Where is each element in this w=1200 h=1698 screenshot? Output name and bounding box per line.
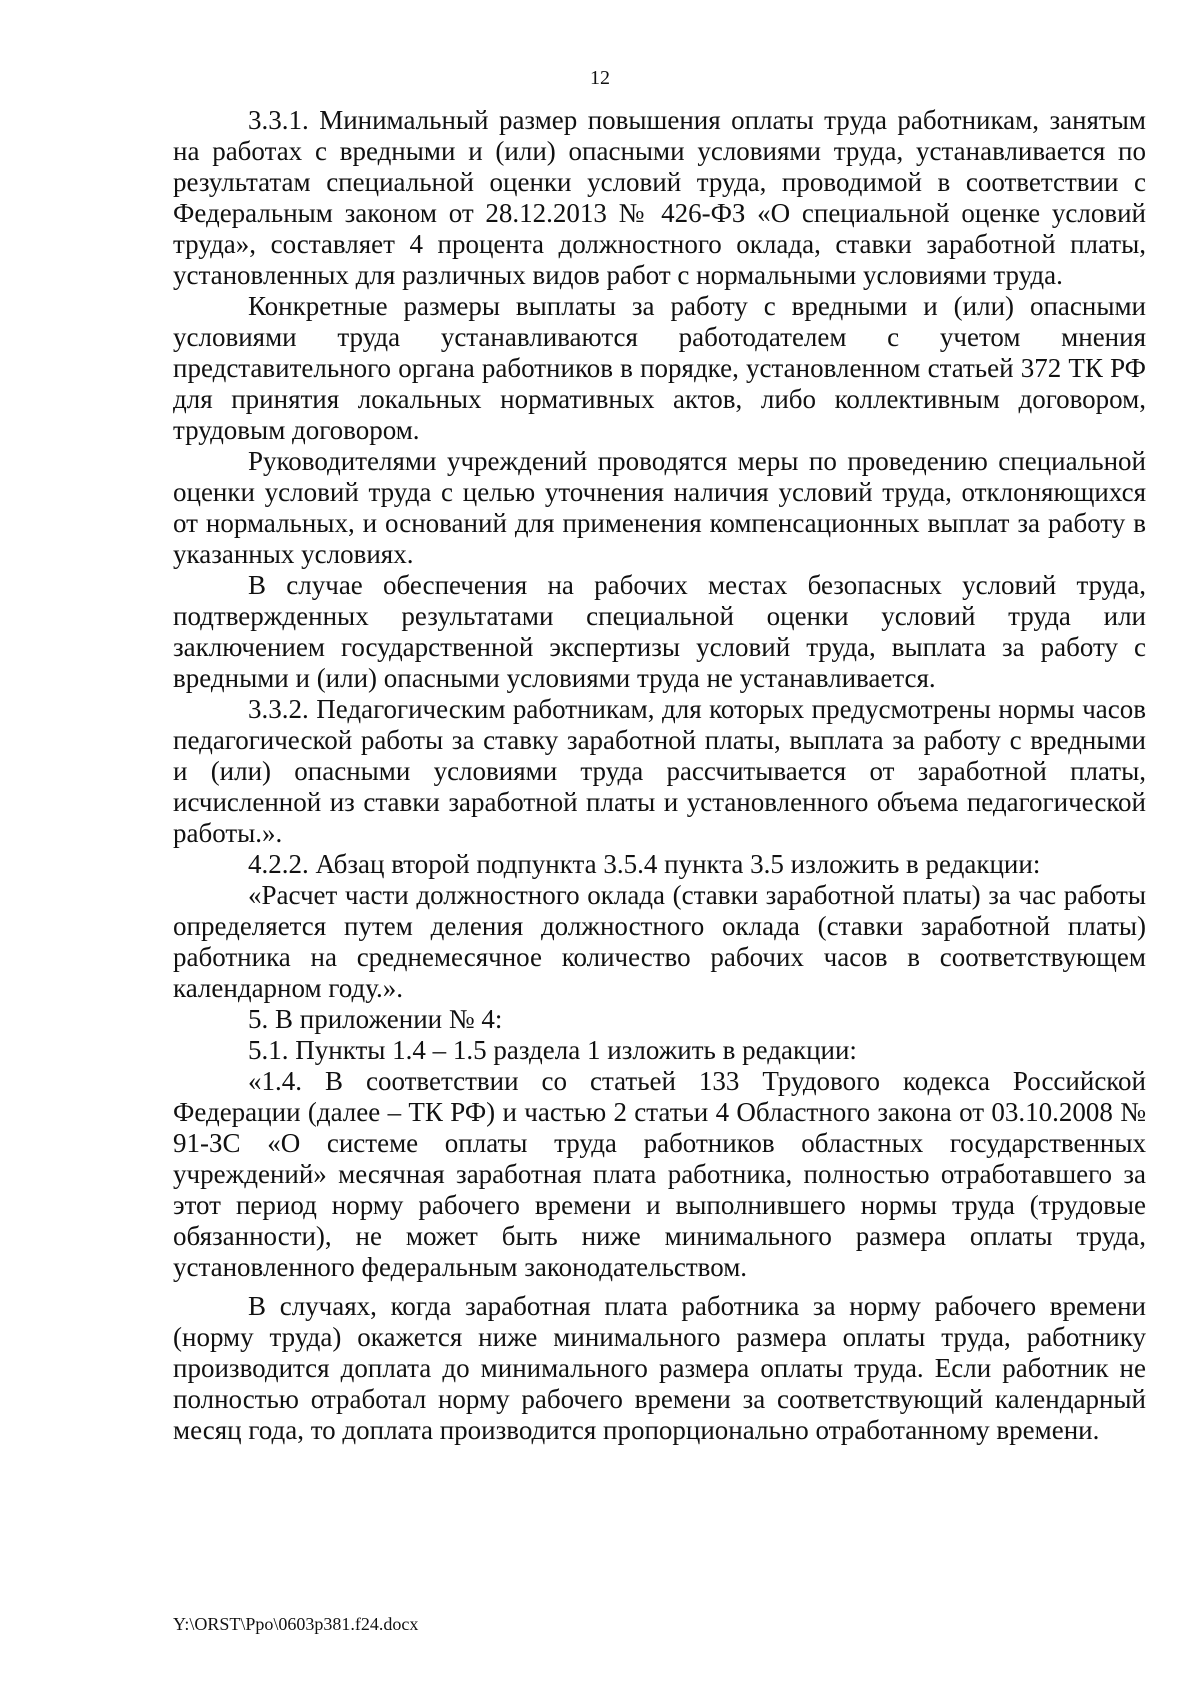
paragraph-appendix-4: 5. В приложении № 4: bbox=[248, 1004, 503, 1034]
paragraph-5-1: 5.1. Пункты 1.4 – 1.5 раздела 1 изложить в редакции: bbox=[248, 1035, 857, 1065]
paragraph-4-2-2: 4.2.2. Абзац второй подпункта 3.5.4 пункта 3.5 изложить в редакции: bbox=[248, 849, 1041, 879]
paragraph-3-3-1: 3.3.1. Минимальный размер повышения оплаты труда работникам, занятым на работах с вредными и (или) опасными условиями труда, устанавливается по результатам специальной оценки условий труда, проводимой в соответствии с Федеральным законом от 28.12.2013 № 426-ФЗ «О специальной оценке условий труда», составляет 4 процента должностного оклада, ставки заработной платы, установленных для различных видов работ с нормальными условиями труда. bbox=[173, 105, 1146, 290]
paragraph-safe-conditions: В случае обеспечения на рабочих местах безопасных условий труда, подтвержденных результатами специальной оценки условий труда или заключением государственной экспертизы условий труда, выплата за работу с вредными и (или) опасными условиями труда не устанавливается. bbox=[173, 570, 1146, 693]
footer-file-path: Y:\ORST\Ppo\0603p381.f24.docx bbox=[173, 1614, 419, 1634]
paragraph-hourly-rate: «Расчет части должностного оклада (ставки заработной платы) за час работы определяется путем деления должностного оклада (ставки заработной платы) работника на среднемесячное количество рабочих часов в соответствующем календарном году.». bbox=[173, 880, 1146, 1003]
paragraph-3-3-2: 3.3.2. Педагогическим работникам, для которых предусмотрены нормы часов педагогической работы за ставку заработной платы, выплата за работу с вредными и (или) опасными условиями труда рассчитывается от заработной платы, исчисленной из ставки заработной платы и установленного объема педагогической работы.». bbox=[173, 694, 1146, 848]
paragraph-minimum-wage-supplement: В случаях, когда заработная плата работника за норму рабочего времени (норму труда) окажется ниже минимального размера оплаты труда, работнику производится доплата до минимального размера оплаты труда. Если работник не полностью отработал норму рабочего времени за соответствующий календарный месяц года, то доплата производится пропорционально отработанному времени. bbox=[173, 1291, 1146, 1445]
paragraph-assessment-measures: Руководителями учреждений проводятся меры по проведению специальной оценки условий труда с целью уточнения наличия условий труда, отклоняющихся от нормальных, и оснований для применения компенсационных выплат за работу в указанных условиях. bbox=[173, 446, 1146, 569]
document-body bbox=[173, 105, 1146, 1446]
paragraph-payment-sizes: Конкретные размеры выплаты за работу с вредными и (или) опасными условиями труда устанавливаются работодателем с учетом мнения представительного органа работников в порядке, установленном статьей 372 ТК РФ для принятия локальных нормативных актов, либо коллективным договором, трудовым договором. bbox=[173, 291, 1146, 445]
paragraph-1-4: «1.4. В соответствии со статьей 133 Трудового кодекса Российской Федерации (далее – ТК РФ) и частью 2 статьи 4 Областного закона от 03.10.2008 № 91-ЗС «О системе оплаты труда работников областных государственных учреждений» месячная заработная плата работника, полностью отработавшего за этот период норму рабочего времени и выполнившего нормы труда (трудовые обязанности), не может быть ниже минимального размера оплаты труда, установленного федеральным законодательством. bbox=[173, 1066, 1146, 1282]
page-number: 12 bbox=[590, 67, 610, 89]
